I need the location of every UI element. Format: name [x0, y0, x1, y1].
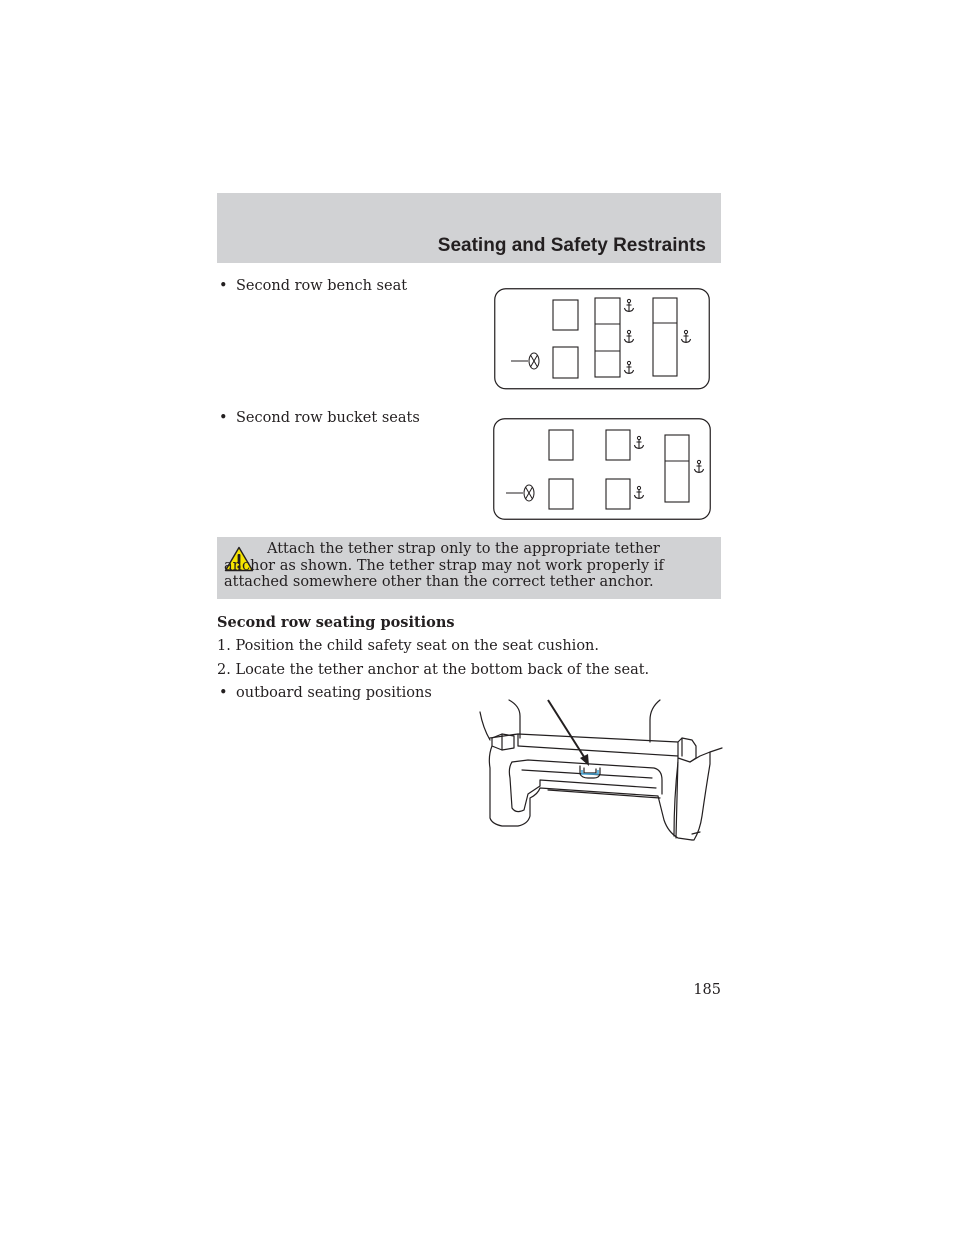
step-1: 1. Position the child safety seat on the seat cushion.: [217, 638, 599, 654]
page-number: 185: [693, 982, 721, 998]
warning-text: Attach the tether strap only to the appropriate tether anchor as shown. The tether strap may not work properly if attached somewhere other than the correct tether anchor.: [224, 541, 664, 590]
bullet-marker: •: [219, 278, 228, 294]
header-band: [217, 193, 721, 263]
bucket-seats-label: Second row bucket seats: [236, 410, 420, 426]
bucket-seats-bullet: [219, 410, 420, 427]
step-2: 2. Locate the tether anchor at the bottom back of the seat.: [217, 662, 650, 678]
outboard-bullet: [219, 685, 432, 702]
bullet-marker: •: [219, 410, 228, 426]
bench-seat-bullet: [219, 278, 407, 295]
arrow-icon: [548, 700, 589, 766]
bullet-marker: •: [219, 685, 228, 701]
outboard-label: outboard seating positions: [236, 685, 432, 701]
seat-tether-anchor-illustration: [478, 698, 724, 850]
bench-seat-diagram: [494, 288, 710, 390]
warning-box: [217, 537, 721, 599]
bucket-seats-diagram: [493, 418, 711, 521]
page-title: Seating and Safety Restraints: [437, 235, 706, 256]
bench-seat-label: Second row bench seat: [236, 278, 408, 294]
section-heading: Second row seating positions: [217, 614, 455, 631]
